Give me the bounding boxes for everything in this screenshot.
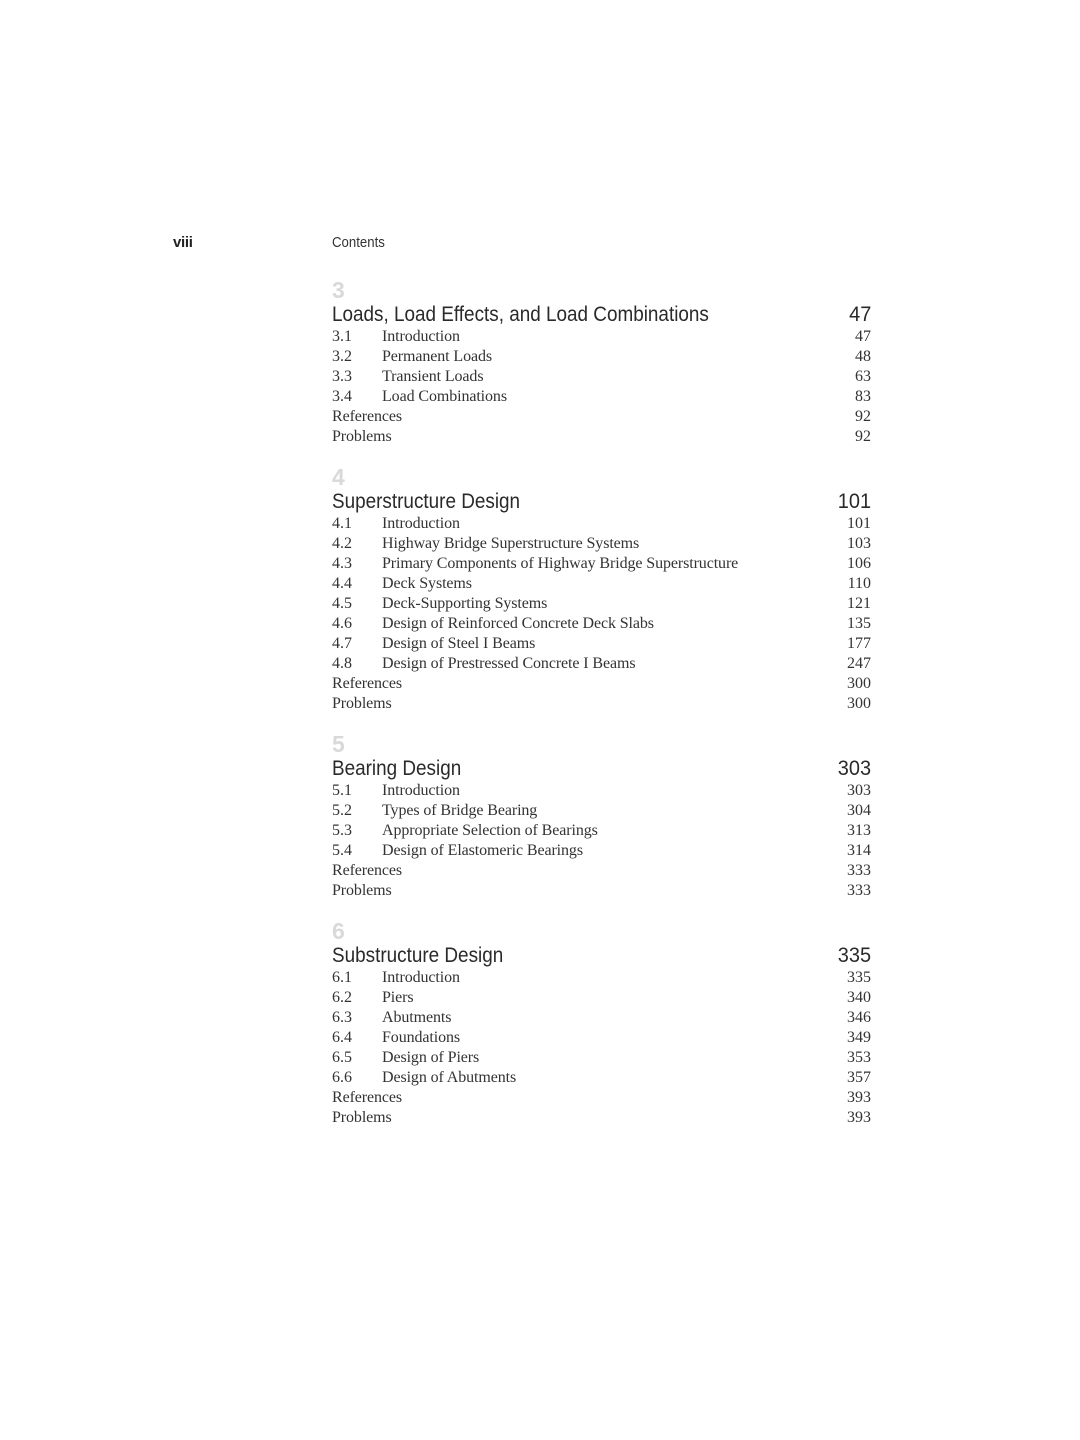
toc-entry[interactable] (332, 554, 871, 574)
section-page: 83 (855, 388, 871, 405)
section-title: Design of Prestressed Concrete I Beams (382, 655, 636, 672)
problems-page: 300 (847, 695, 871, 712)
section-title: Piers (382, 989, 414, 1006)
section-number: 6.3 (332, 1009, 352, 1026)
section-number: 6.1 (332, 969, 352, 986)
toc-entry[interactable] (332, 988, 871, 1008)
section-page: 135 (847, 615, 871, 632)
chapter-3 (332, 277, 871, 447)
references-label: References (332, 1089, 403, 1106)
references-label: References (332, 862, 403, 879)
references-label: References (332, 675, 403, 692)
references-page: 333 (847, 862, 871, 879)
problems-entry[interactable] (332, 881, 871, 901)
section-title: Introduction (382, 515, 460, 532)
toc-entry[interactable] (332, 1068, 871, 1088)
section-title: Foundations (382, 1029, 461, 1046)
problems-entry[interactable] (332, 427, 871, 447)
section-page: 304 (847, 802, 871, 819)
section-number: 3.1 (332, 328, 352, 345)
section-title: Abutments (382, 1009, 452, 1026)
section-title: Deck-Supporting Systems (382, 595, 548, 612)
page-number: viii (173, 234, 193, 251)
section-title: Introduction (382, 782, 460, 799)
toc-entry[interactable] (332, 821, 871, 841)
section-title: Load Combinations (382, 388, 507, 405)
toc-entry[interactable] (332, 781, 871, 801)
section-number: 5.4 (332, 842, 352, 859)
section-number: 4.6 (332, 615, 352, 632)
section-page: 101 (847, 515, 871, 532)
references-page: 393 (847, 1089, 871, 1106)
section-number: 3.4 (332, 388, 352, 405)
toc-entry[interactable] (332, 801, 871, 821)
section-number: 5.3 (332, 822, 352, 839)
section-number: 4.3 (332, 555, 352, 572)
toc-entry[interactable] (332, 1028, 871, 1048)
chapter-page: 101 (837, 490, 871, 513)
section-page: 63 (855, 368, 871, 385)
references-label: References (332, 408, 403, 425)
toc-entry[interactable] (332, 574, 871, 594)
chapter-page: 335 (837, 944, 871, 967)
chapter-heading[interactable] (332, 490, 871, 514)
section-number: 6.2 (332, 989, 352, 1006)
running-head: Contents (332, 234, 385, 251)
problems-page: 333 (847, 882, 871, 899)
section-title: Design of Elastomeric Bearings (382, 842, 583, 859)
section-page: 313 (847, 822, 871, 839)
chapter-heading[interactable] (332, 303, 871, 327)
section-title: Introduction (382, 969, 460, 986)
section-number: 6.6 (332, 1069, 352, 1086)
problems-label: Problems (332, 695, 392, 712)
section-page: 353 (847, 1049, 871, 1066)
toc-entry[interactable] (332, 614, 871, 634)
toc-entry[interactable] (332, 1048, 871, 1068)
section-title: Primary Components of Highway Bridge Superstructure (382, 555, 739, 572)
section-title: Deck Systems (382, 575, 472, 592)
problems-page: 393 (847, 1109, 871, 1126)
section-number: 4.5 (332, 595, 352, 612)
chapter-number: 5 (332, 731, 345, 757)
toc-entry[interactable] (332, 367, 871, 387)
chapter-number: 6 (332, 918, 345, 944)
section-page: 110 (847, 575, 871, 592)
section-page: 47 (855, 328, 871, 345)
section-page: 314 (847, 842, 871, 859)
section-number: 6.4 (332, 1029, 352, 1046)
chapter-title: Loads, Load Effects, and Load Combinations (332, 303, 709, 326)
section-page: 121 (847, 595, 871, 612)
section-title: Design of Abutments (382, 1069, 517, 1086)
toc-entry[interactable] (332, 347, 871, 367)
section-page: 349 (847, 1029, 871, 1046)
chapter-title: Substructure Design (332, 944, 504, 967)
chapter-page: 47 (848, 303, 871, 326)
section-title: Highway Bridge Superstructure Systems (382, 535, 640, 552)
problems-entry[interactable] (332, 694, 871, 714)
toc-entry[interactable] (332, 841, 871, 861)
section-title: Transient Loads (382, 368, 484, 385)
section-number: 4.8 (332, 655, 352, 672)
references-entry[interactable] (332, 861, 871, 881)
chapter-title: Superstructure Design (332, 490, 521, 513)
section-title: Design of Steel I Beams (382, 635, 536, 652)
section-number: 6.5 (332, 1049, 352, 1066)
section-title: Appropriate Selection of Bearings (382, 822, 598, 839)
section-number: 4.2 (332, 535, 352, 552)
table-of-contents (332, 277, 871, 1145)
section-number: 5.1 (332, 782, 352, 799)
chapter-5 (332, 731, 871, 901)
section-page: 340 (847, 989, 871, 1006)
toc-entry[interactable] (332, 1008, 871, 1028)
section-title: Design of Reinforced Concrete Deck Slabs (382, 615, 654, 632)
section-number: 3.3 (332, 368, 352, 385)
references-page: 300 (847, 675, 871, 692)
section-page: 103 (847, 535, 871, 552)
toc-entry[interactable] (332, 654, 871, 674)
chapter-4 (332, 464, 871, 714)
references-entry[interactable] (332, 407, 871, 427)
section-number: 4.1 (332, 515, 352, 532)
section-number: 4.7 (332, 635, 352, 652)
references-entry[interactable] (332, 674, 871, 694)
references-page: 92 (855, 408, 871, 425)
chapter-heading[interactable] (332, 757, 871, 781)
section-page: 177 (847, 635, 871, 652)
section-number: 4.4 (332, 575, 352, 592)
chapter-title: Bearing Design (332, 757, 462, 780)
section-title: Types of Bridge Bearing (382, 802, 538, 819)
chapter-heading[interactable] (332, 944, 871, 968)
section-page: 106 (847, 555, 871, 572)
problems-entry[interactable] (332, 1108, 871, 1128)
toc-entry[interactable] (332, 534, 871, 554)
section-number: 5.2 (332, 802, 352, 819)
chapter-6 (332, 918, 871, 1128)
section-page: 247 (847, 655, 871, 672)
section-page: 48 (855, 348, 871, 365)
toc-entry[interactable] (332, 634, 871, 654)
chapter-number: 3 (332, 277, 345, 303)
section-page: 335 (847, 969, 871, 986)
references-entry[interactable] (332, 1088, 871, 1108)
problems-page: 92 (855, 428, 871, 445)
section-page: 357 (847, 1069, 871, 1086)
section-page: 346 (847, 1009, 871, 1026)
problems-label: Problems (332, 428, 392, 445)
section-title: Design of Piers (382, 1049, 480, 1066)
section-title: Introduction (382, 328, 460, 345)
section-title: Permanent Loads (382, 348, 493, 365)
toc-entry[interactable] (332, 327, 871, 347)
problems-label: Problems (332, 882, 392, 899)
chapter-page: 303 (837, 757, 871, 780)
toc-entry[interactable] (332, 514, 871, 534)
section-number: 3.2 (332, 348, 352, 365)
section-page: 303 (847, 782, 871, 799)
problems-label: Problems (332, 1109, 392, 1126)
toc-entry[interactable] (332, 387, 871, 407)
chapter-number: 4 (332, 464, 345, 490)
toc-entry[interactable] (332, 594, 871, 614)
toc-entry[interactable] (332, 968, 871, 988)
